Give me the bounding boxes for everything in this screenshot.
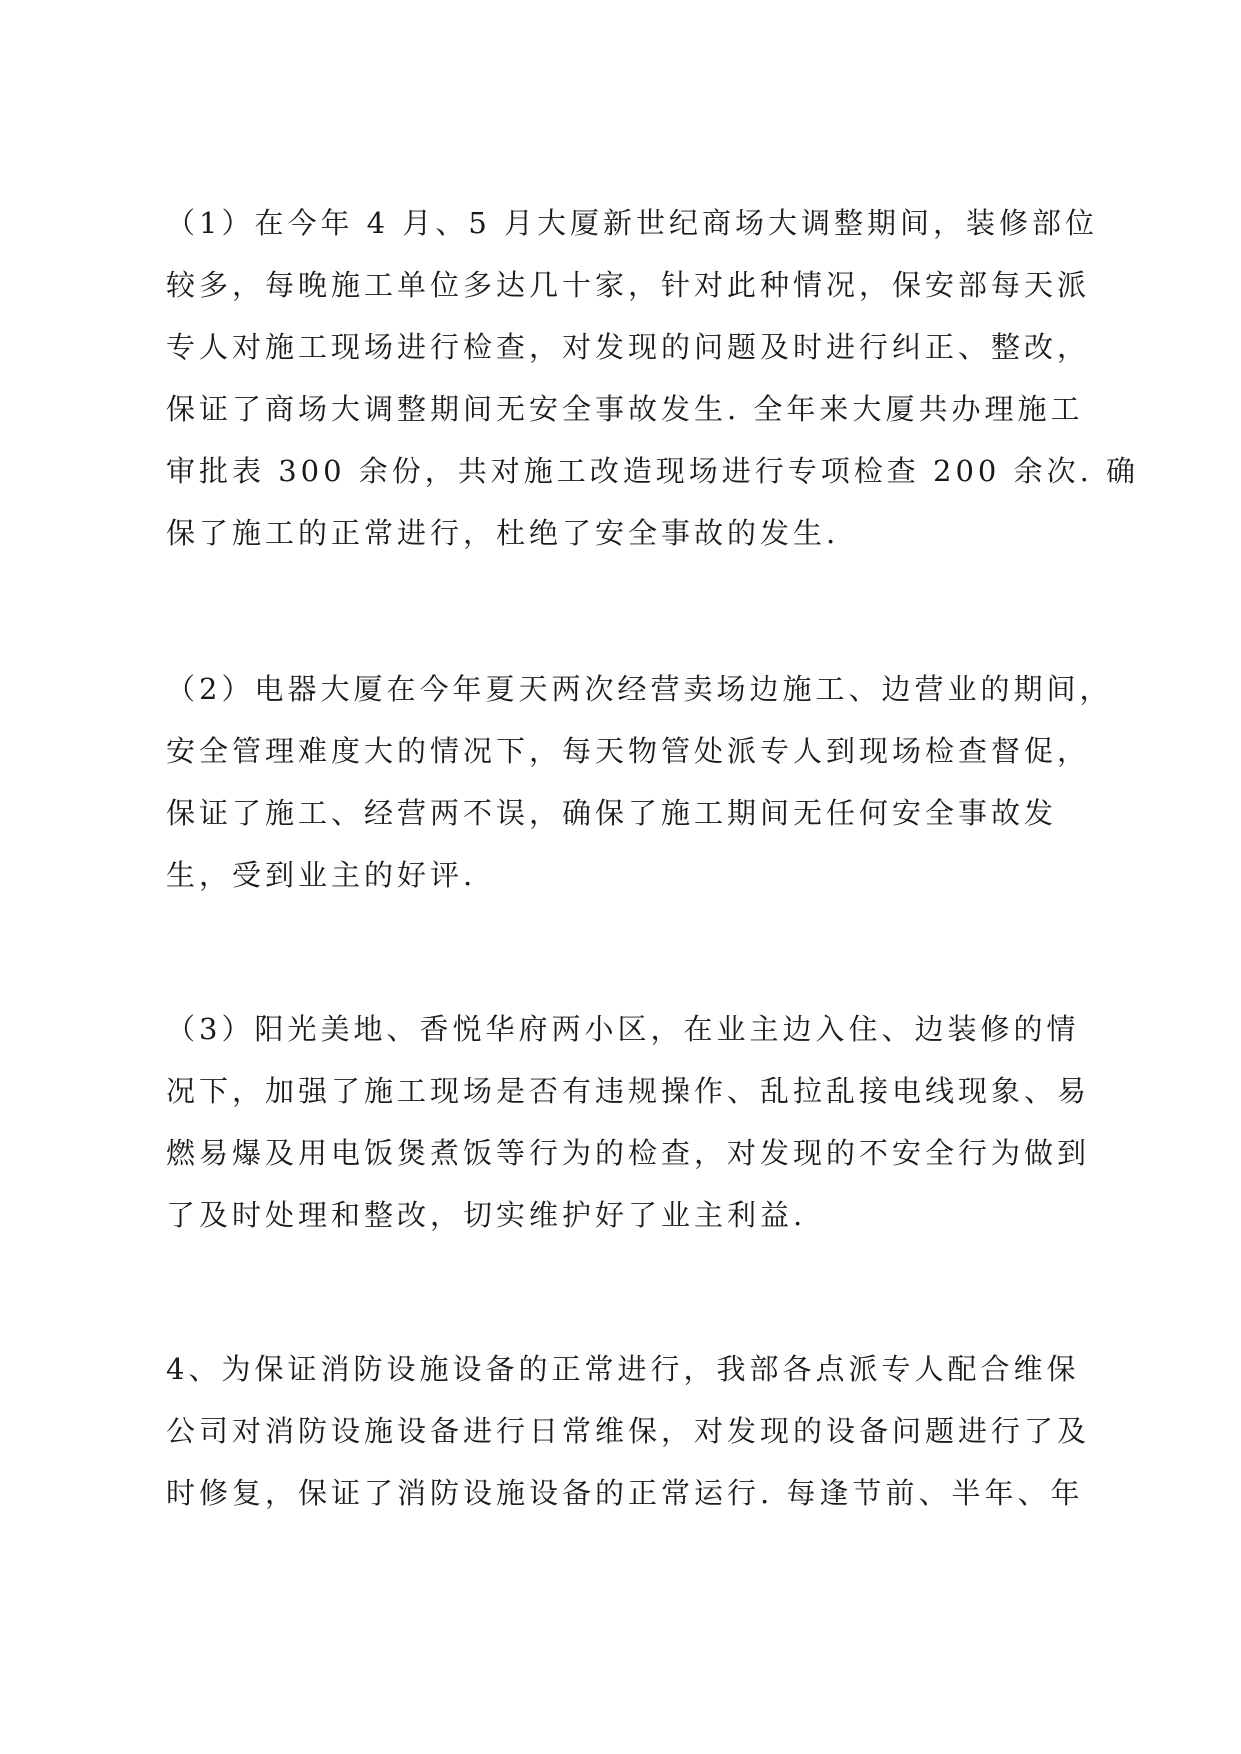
paragraph-2 [166, 658, 1113, 906]
text-line: 较多，每晚施工单位多达几十家，针对此种情况，保安部每天派 [166, 268, 1091, 302]
text-line: 况下，加强了施工现场是否有违规操作、乱拉乱接电线现象、易 [166, 1074, 1091, 1108]
text-line: 保证了商场大调整期间无安全事故发生. 全年来大厦共办理施工 [166, 392, 1084, 426]
text-line: 生，受到业主的好评. [166, 858, 477, 892]
paragraph-3 [166, 998, 1096, 1246]
text-line: 4、为保证消防设施设备的正常进行，我部各点派专人配合维保 [166, 1352, 1080, 1386]
text-line: 时修复，保证了消防设施设备的正常运行. 每逢节前、半年、年 [166, 1476, 1084, 1510]
paragraph-4 [166, 1338, 1096, 1524]
text-line: 专人对施工现场进行检查，对发现的问题及时进行纠正、整改， [166, 330, 1091, 364]
text-line: 公司对消防设施设备进行日常维保，对发现的设备问题进行了及 [166, 1414, 1091, 1448]
text-line: 安全管理难度大的情况下，每天物管处派专人到现场检查督促， [166, 734, 1091, 768]
text-line: 保了施工的正常进行，杜绝了安全事故的发生. [166, 516, 840, 550]
text-line: （3）阳光美地、香悦华府两小区，在业主边入住、边装修的情 [166, 1012, 1080, 1046]
text-line: 保证了施工、经营两不误，确保了施工期间无任何安全事故发 [166, 796, 1058, 830]
paragraph-1 [166, 192, 1140, 564]
text-line: 燃易爆及用电饭煲煮饭等行为的检查，对发现的不安全行为做到 [166, 1136, 1091, 1170]
text-line: 审批表 300 余份，共对施工改造现场进行专项检查 200 余次. 确 [166, 454, 1140, 488]
text-line: （2）电器大厦在今年夏天两次经营卖场边施工、边营业的期间， [166, 672, 1113, 706]
text-line: 了及时处理和整改，切实维护好了业主利益. [166, 1198, 807, 1232]
text-line: （1）在今年 4 月、5 月大厦新世纪商场大调整期间，装修部位 [166, 206, 1099, 240]
